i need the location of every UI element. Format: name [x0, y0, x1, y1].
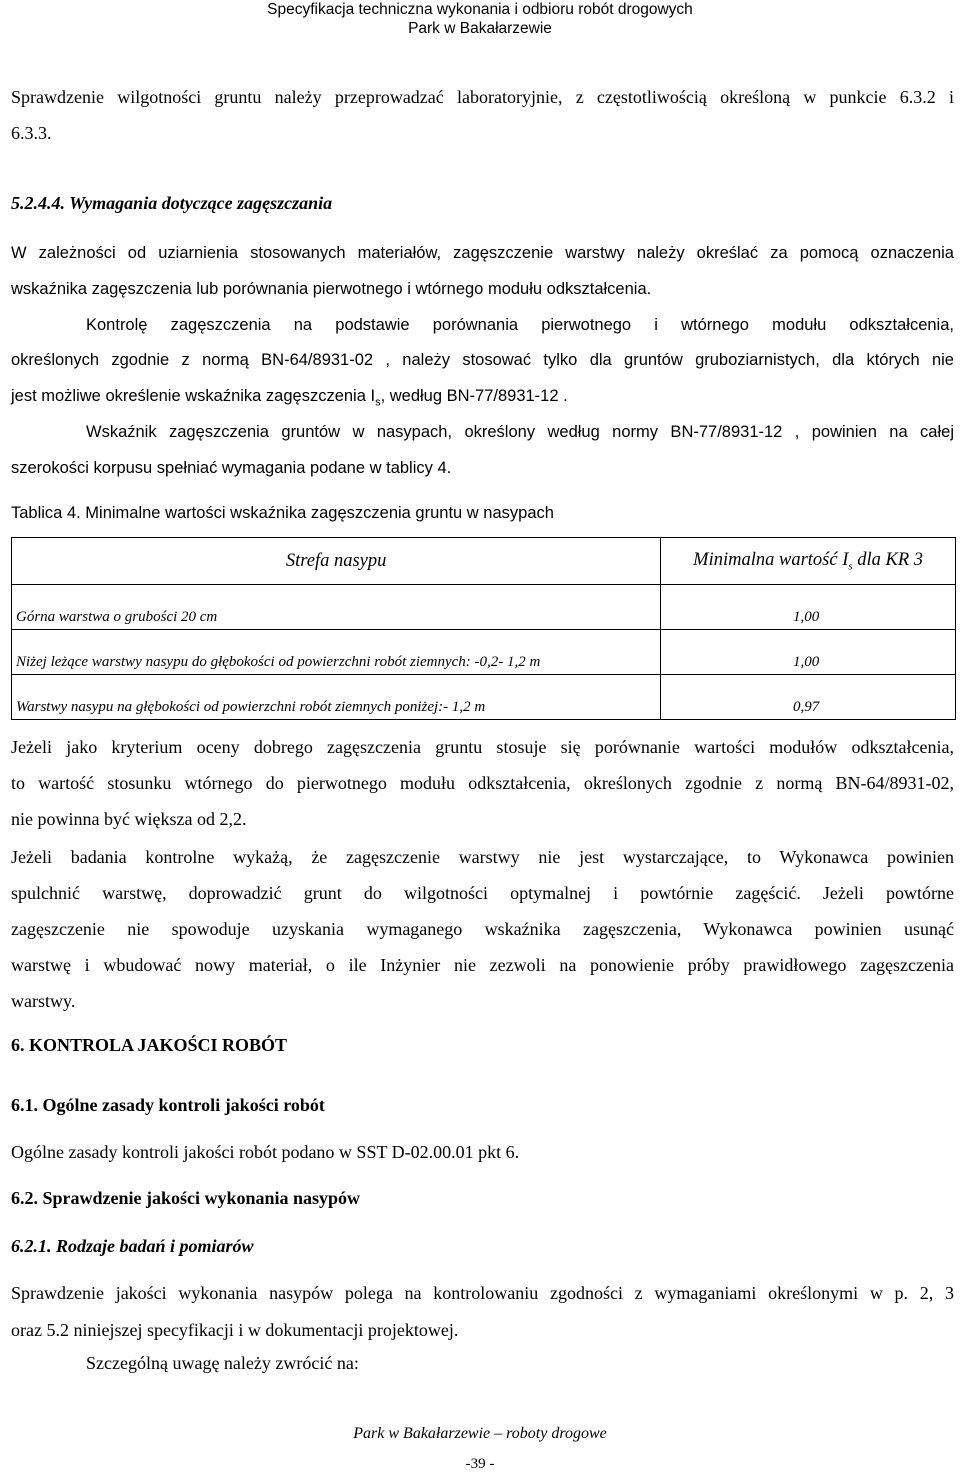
- table-cell-value: 0,97: [661, 675, 956, 720]
- table-cell-zone: Niżej leżące warstwy nasypu do głębokości od powierzchni robót ziemnych: -0,2- 1,2 m: [12, 630, 661, 675]
- table-header-row: [12, 538, 956, 585]
- section-heading-61: 6.1. Ogólne zasady kontroli jakości robót: [11, 1095, 325, 1115]
- table-row: [12, 630, 956, 675]
- paragraph-moisture-line2: 6.3.3.: [11, 123, 52, 143]
- table-caption: Tablica 4. Minimalne wartości wskaźnika zagęszczenia gruntu w nasypach: [11, 504, 554, 522]
- page-number: -39 -: [465, 1456, 495, 1472]
- page-header: [0, 0, 960, 38]
- paragraph-control-line3: [11, 385, 954, 413]
- table-header-min-value: [661, 538, 956, 585]
- paragraph-control-line1: Kontrolę zagęszczenia na podstawie porównania pierwotnego i wtórnego modułu odkształcenia,: [86, 316, 954, 334]
- paragraph-control-results-line2: spulchnić warstwę, doprowadzić grunt do wilgotności optymalnej i powtórnie zagęścić. Jeżeli powtórne: [11, 883, 954, 903]
- table-cell-value: 1,00: [661, 585, 956, 630]
- section-heading-6: 6. KONTROLA JAKOŚCI ROBÓT: [11, 1035, 288, 1055]
- paragraph-moisture-line1: Sprawdzenie wilgotności gruntu należy przeprowadzać laboratoryjnie, z częstotliwością określoną w punkcie 6.3.2 i: [11, 87, 954, 107]
- paragraph-control-results-line3: zagęszczenie nie spowoduje uzyskania wymaganego wskaźnika zagęszczenia, Wykonawca powinien usunąć: [11, 919, 954, 939]
- header-subtitle: Park w Bakałarzewie: [408, 20, 552, 37]
- header-title: Specyfikacja techniczna wykonania i odbioru robót drogowych: [267, 1, 693, 18]
- paragraph-control-results-line4: warstwę i wbudować nowy materiał, o ile Inżynier nie zezwoli na ponowienie próby prawidłowego zagęszczenia: [11, 955, 954, 975]
- paragraph-control-results-line1: Jeżeli badania kontrolne wykażą, że zagęszczenie warstwy nie jest wystarczające, to Wykonawca powinien: [11, 847, 954, 867]
- header-min-value-b: dla KR 3: [852, 549, 924, 570]
- header-min-value-a: Minimalna wartość I: [693, 549, 849, 570]
- page-footer: Park w Bakałarzewie – roboty drogowe: [353, 1425, 607, 1442]
- paragraph-quality-check-line1: Sprawdzenie jakości wykonania nasypów polega na kontrolowaniu zgodności z wymaganiami określonymi w p. 2, 3: [11, 1283, 954, 1303]
- control-line3-text-a: jest możliwe określenie wskaźnika zagęszczenia I: [11, 387, 376, 405]
- paragraph-control-line2: określonych zgodnie z normą BN-64/8931-02 , należy stosować tylko dla gruntów gruboziarnistych, dla których nie: [11, 351, 954, 369]
- section-heading-621: 6.2.1. Rodzaje badań i pomiarów: [11, 1236, 254, 1256]
- paragraph-modulus-line3: nie powinna być większa od 2,2.: [11, 809, 247, 829]
- paragraph-quality-check-line2: oraz 5.2 niniejszej specyfikacji i w dokumentacji projektowej.: [11, 1320, 459, 1340]
- paragraph-special-attention: Szczególną uwagę należy zwrócić na:: [86, 1353, 359, 1373]
- control-line3-subscript: s: [375, 396, 381, 409]
- table-row: [12, 675, 956, 720]
- table-cell-zone: Warstwy nasypu na głębokości od powierzchni robót ziemnych poniżej:- 1,2 m: [12, 675, 661, 720]
- compaction-table: [11, 537, 956, 720]
- paragraph-modulus-line2: to wartość stosunku wtórnego do pierwotnego modułu odkształcenia, określonych zgodnie z normą BN-64/8931-02,: [11, 773, 954, 793]
- section-heading-62: 6.2. Sprawdzenie jakości wykonania nasypów: [11, 1188, 361, 1208]
- table-cell-value: 1,00: [661, 630, 956, 675]
- header-min-value-subscript: s: [848, 560, 853, 573]
- control-line3-text-b: , według BN-77/8931-12 .: [380, 387, 568, 405]
- table-cell-zone: Górna warstwa o grubości 20 cm: [12, 585, 661, 630]
- paragraph-compaction-line2: wskaźnika zagęszczenia lub porównania pierwotnego i wtórnego modułu odkształcenia.: [11, 280, 652, 298]
- table-header-zone: Strefa nasypu: [12, 538, 661, 585]
- paragraph-general-rules: Ogólne zasady kontroli jakości robót podano w SST D-02.00.01 pkt 6.: [11, 1142, 520, 1162]
- section-heading-5244: 5.2.4.4. Wymagania dotyczące zagęszczania: [11, 193, 333, 213]
- table-row: [12, 585, 956, 630]
- paragraph-control-results-line5: warstwy.: [11, 991, 76, 1011]
- paragraph-compaction-line1: W zależności od uziarnienia stosowanych materiałów, zagęszczenie warstwy należy określać za pomocą oznaczenia: [11, 244, 954, 262]
- paragraph-index-line2: szerokości korpusu spełniać wymagania podane w tablicy 4.: [11, 459, 452, 477]
- paragraph-modulus-line1: Jeżeli jako kryterium oceny dobrego zagęszczenia gruntu stosuje się porównanie wartości modułów odkształcenia,: [11, 737, 954, 757]
- paragraph-index-line1: Wskaźnik zagęszczenia gruntów w nasypach, określony według normy BN-77/8931-12 , powinien na całej: [86, 423, 954, 441]
